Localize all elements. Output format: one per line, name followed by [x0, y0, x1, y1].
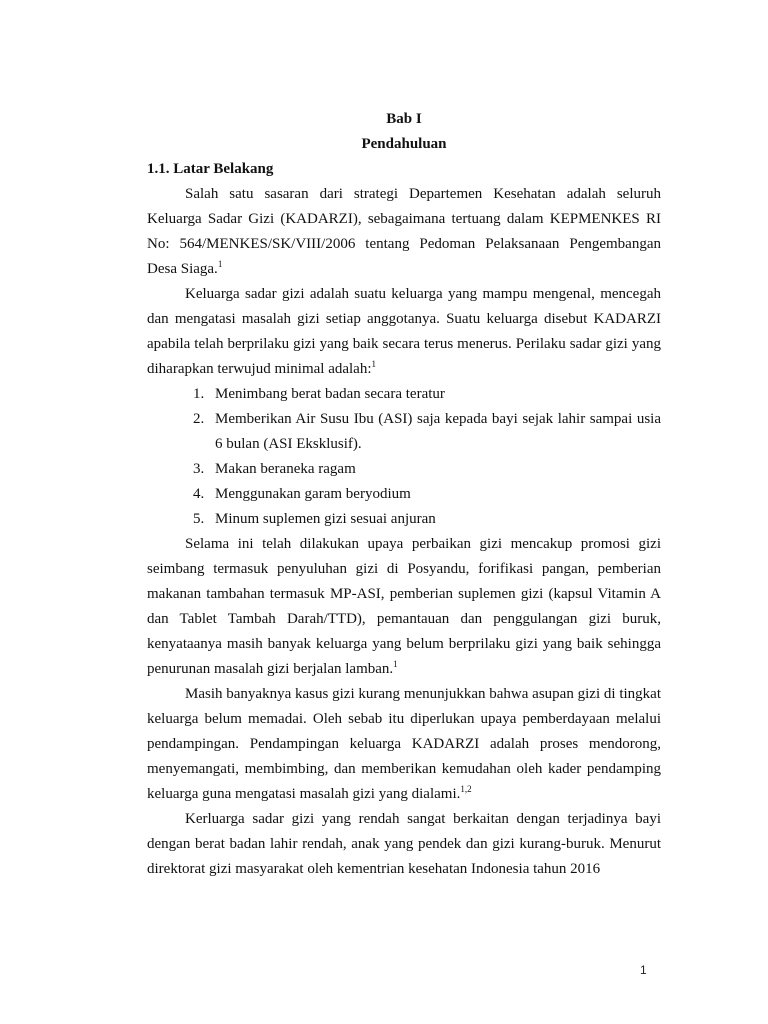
footnote-ref: 1	[393, 659, 398, 669]
page-number: 1	[640, 963, 647, 977]
list-number: 4.	[193, 486, 205, 502]
chapter-label: Bab I	[386, 111, 422, 127]
list-item	[147, 407, 661, 457]
paragraph-text: Kerluarga sadar gizi yang rendah sangat berkaitan dengan terjadinya bayi dengan berat badan lahir rendah, anak yang pendek dan gizi kurang-buruk. Menurut direktorat gizi masyarakat oleh kementrian kesehatan Indonesia tahun 2016	[147, 811, 661, 877]
list-item	[147, 382, 661, 407]
list-item	[147, 482, 661, 507]
paragraph-text: Selama ini telah dilakukan upaya perbaikan gizi mencakup promosi gizi seimbang termasuk penyuluhan gizi di Posyandu, forifikasi pangan, pemberian makanan tambahan termasuk MP-ASI, pemberian suplemen gizi (kapsul Vitamin A dan Tablet Tambah Darah/TTD), pemantauan dan penggulangan gizi buruk, kenyataanya masih banyak keluarga yang belum berprilaku gizi yang baik sehingga penurunan masalah gizi berjalan lamban.	[147, 536, 661, 677]
page-content	[147, 107, 661, 882]
list-item	[147, 507, 661, 532]
paragraph	[147, 807, 661, 882]
paragraph	[147, 182, 661, 282]
chapter-title: Pendahuluan	[361, 136, 447, 152]
list-number: 3.	[193, 461, 205, 477]
footnote-ref: 1	[217, 259, 223, 269]
list-item-text: Memberikan Air Susu Ibu (ASI) saja kepada bayi sejak lahir sampai usia 6 bulan (ASI Eksklusif).	[215, 411, 661, 452]
list-number: 5.	[193, 511, 205, 527]
list-item	[147, 457, 661, 482]
paragraph-text: Salah satu sasaran dari strategi Departemen Kesehatan adalah seluruh Keluarga Sadar Gizi (KADARZI), sebagaimana tertuang dalam KEPMENKES RI No: 564/MENKES/SK/VIII/2006 tentang Pedoman Pelaksanaan Pengembangan Desa Siaga.	[147, 186, 661, 277]
paragraph	[147, 682, 661, 807]
list-item-text: Makan beraneka ragam	[215, 461, 356, 477]
list-item-text: Menggunakan garam beryodium	[215, 486, 411, 502]
paragraph	[147, 282, 661, 382]
list-number: 1.	[193, 386, 205, 402]
list-item-text: Menimbang berat badan secara teratur	[215, 386, 445, 402]
paragraph-text: Keluarga sadar gizi adalah suatu keluarga yang mampu mengenal, mencegah dan mengatasi masalah gizi setiap anggotanya. Suatu keluarga disebut KADARZI apabila telah berprilaku gizi yang baik secara terus menerus. Perilaku sadar gizi yang diharapkan terwujud minimal adalah:	[147, 286, 661, 377]
footnote-ref: 1	[371, 359, 377, 369]
list-number: 2.	[193, 411, 205, 427]
section-heading: 1.1. Latar Belakang	[147, 161, 274, 177]
paragraph	[147, 532, 661, 682]
list-item-text: Minum suplemen gizi sesuai anjuran	[215, 511, 436, 527]
footnote-ref: 1,2	[460, 784, 472, 794]
paragraph-text: Masih banyaknya kasus gizi kurang menunjukkan bahwa asupan gizi di tingkat keluarga belum memadai. Oleh sebab itu diperlukan upaya pemberdayaan melalui pendampingan. Pendampingan keluarga KADARZI adalah proses mendorong, menyemangati, membimbing, dan memberikan kemudahan oleh kader pendamping keluarga guna mengatasi masalah gizi yang dialami.	[147, 686, 661, 802]
numbered-list	[147, 382, 661, 532]
